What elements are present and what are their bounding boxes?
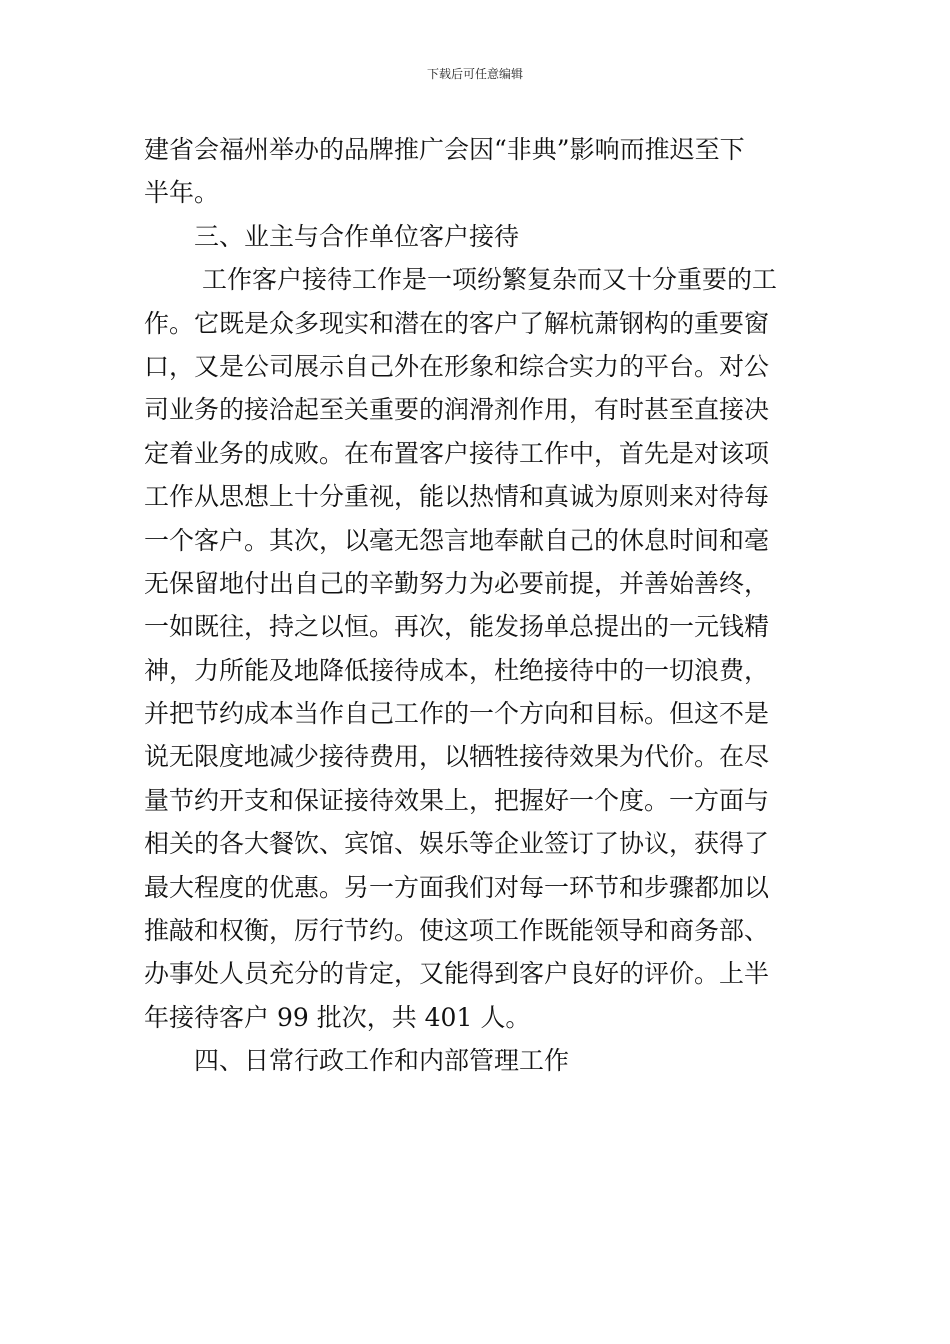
page-header: 下载后可任意编辑: [426, 67, 523, 81]
paragraph-line: 并把节约成本当作自己工作的一个方向和目标。但这不是: [144, 699, 770, 729]
paragraph-line: 工作客户接待工作是一项纷繁复杂而又十分重要的工: [202, 265, 778, 295]
paragraph-line: 工作从思想上十分重视，能以热情和真诚为原则来对待每: [144, 482, 770, 512]
paragraph-line: 建省会福州举办的品牌推广会因“非典”影响而推迟至下: [144, 135, 745, 164]
paragraph-line: 相关的各大餐饮、宾馆、娱乐等企业签订了协议，获得了: [144, 829, 770, 859]
paragraph-line: 司业务的接洽起至关重要的润滑剂作用，有时甚至直接决: [144, 395, 770, 425]
section-heading: 四、日常行政工作和内部管理工作: [194, 1046, 570, 1076]
paragraph-line: 一如既往，持之以恒。再次，能发扬单总提出的一元钱精: [144, 612, 770, 642]
paragraph-line: 神，力所能及地降低接待成本，杜绝接待中的一切浪费，: [144, 655, 770, 685]
paragraph-line: 说无限度地减少接待费用，以牺牲接待效果为代价。在尽: [144, 742, 770, 772]
paragraph-line: 最大程度的优惠。另一方面我们对每一环节和步骤都加以: [144, 872, 770, 902]
document-body: [144, 128, 809, 1083]
paragraph-line: 口，又是公司展示自己外在形象和综合实力的平台。对公: [144, 351, 770, 381]
paragraph-line: 量节约开支和保证接待效果上，把握好一个度。一方面与: [144, 785, 770, 815]
paragraph-line: 年接待客户 99 批次，共 401 人。: [144, 1002, 531, 1032]
paragraph-line: 定着业务的成败。在布置客户接待工作中，首先是对该项: [144, 438, 770, 468]
paragraph-line: 作。它既是众多现实和潜在的客户了解杭萧钢构的重要窗: [144, 308, 770, 338]
paragraph-line: 办事处人员充分的肯定，又能得到客户良好的评价。上半: [144, 959, 770, 989]
section-heading: 三、业主与合作单位客户接待: [194, 221, 520, 251]
paragraph-line: 一个客户。其次，以毫无怨言地奉献自己的休息时间和毫: [144, 525, 770, 555]
paragraph-line: 推敲和权衡，厉行节约。使这项工作既能领导和商务部、: [144, 916, 770, 946]
paragraph-line: 无保留地付出自己的辛勤努力为必要前提，并善始善终，: [144, 568, 770, 598]
paragraph-line: 半年。: [144, 178, 220, 208]
